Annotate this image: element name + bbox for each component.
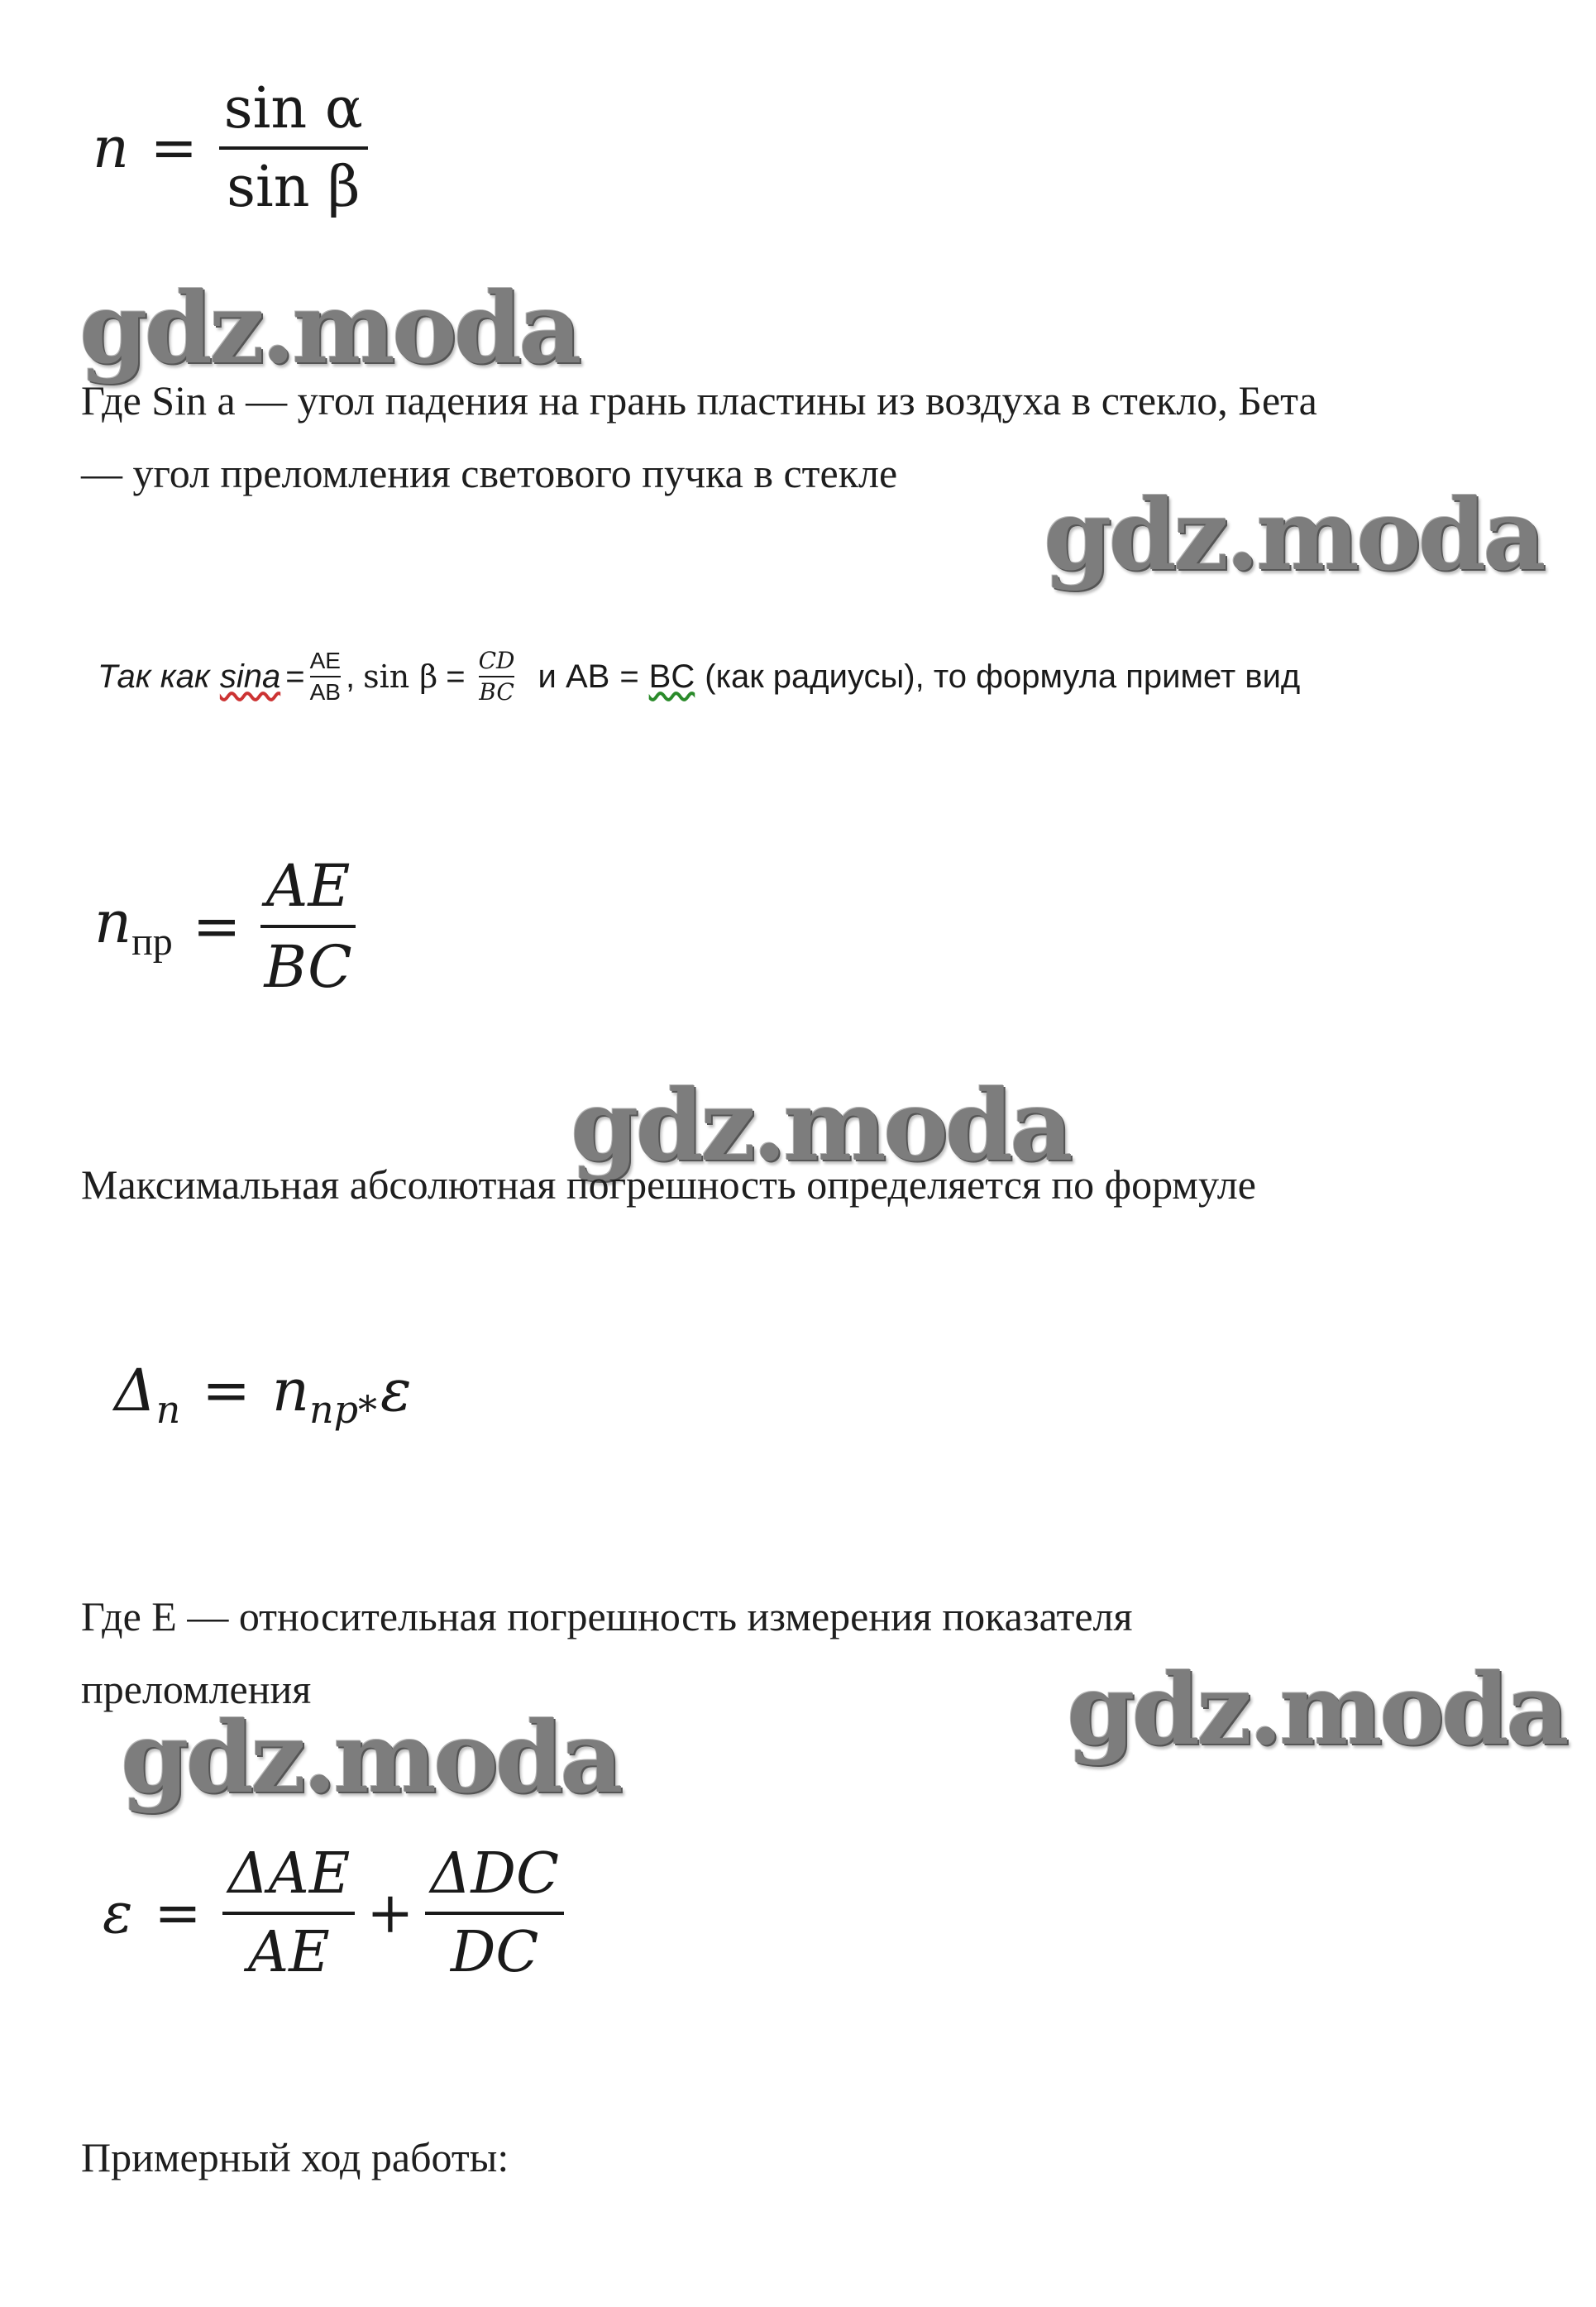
paragraph-line: Где E — относительная погрешность измерения показателя bbox=[81, 1593, 1133, 1639]
formula-fraction bbox=[260, 852, 355, 1001]
formula-n-pr bbox=[94, 852, 356, 1001]
formula-equals: = bbox=[192, 893, 241, 960]
formula-n-subscript: пр* bbox=[308, 1387, 378, 1432]
formula-relative-error bbox=[103, 1841, 564, 1985]
watermark: gdz.moda bbox=[571, 1068, 1070, 1183]
formula-equals: = bbox=[150, 115, 198, 181]
formula-lhs bbox=[94, 888, 173, 964]
formula-equals: = bbox=[154, 1880, 202, 1946]
fraction-numerator: AE bbox=[265, 852, 351, 920]
formula-lhs-symbol: n bbox=[94, 888, 132, 956]
fraction-numerator: sin α bbox=[223, 76, 363, 141]
formula-absolute-error bbox=[114, 1357, 412, 1432]
fraction-numerator: AE bbox=[309, 648, 341, 673]
since-statement bbox=[98, 635, 1300, 718]
since-bc: BC bbox=[648, 658, 695, 695]
paragraph-work-plan: Примерный ход работы: bbox=[81, 2134, 509, 2180]
formula-n-pr bbox=[272, 1357, 377, 1432]
paragraph-line: преломления bbox=[81, 1666, 312, 1712]
since-eq1: = bbox=[285, 658, 305, 695]
since-prefix: Так как bbox=[98, 658, 210, 695]
paragraph-max-error: Максимальная абсолютная погрешность определяется по формуле bbox=[81, 1161, 1256, 1208]
fraction-denominator: BC bbox=[479, 678, 514, 706]
formula-epsilon: ε bbox=[380, 1357, 412, 1424]
since-and-ab: и AB bbox=[538, 658, 610, 695]
since-fraction-ae-ab bbox=[310, 646, 341, 707]
formula-plus: + bbox=[366, 1880, 414, 1946]
formula-n-symbol: n bbox=[271, 1357, 309, 1424]
fraction-numerator: CD bbox=[478, 647, 515, 674]
since-eq2: = bbox=[446, 658, 466, 695]
formula-fraction bbox=[219, 76, 368, 220]
formula-lhs: n bbox=[93, 115, 129, 181]
fraction-denominator: DC bbox=[450, 1920, 539, 1985]
formula-delta-subscript: n bbox=[155, 1387, 181, 1432]
formula-lhs-subscript: пр bbox=[131, 920, 173, 964]
fraction-denominator: BC bbox=[264, 933, 352, 1001]
since-tail: (как радиусы), то формула примет вид bbox=[705, 658, 1301, 695]
since-sinb: sin β bbox=[363, 658, 438, 695]
fraction-numerator: ΔAE bbox=[227, 1841, 351, 1907]
formula-lhs: ε bbox=[103, 1880, 133, 1946]
fraction-denominator: AB bbox=[309, 679, 341, 705]
paragraph-line: Где Sin a — угол падения на грань пластины из воздуха в стекло, Бета bbox=[81, 377, 1317, 424]
formula-delta-symbol: Δ bbox=[114, 1357, 156, 1424]
formula-refractive-index bbox=[93, 76, 368, 220]
fraction-denominator: AE bbox=[248, 1920, 330, 1985]
watermark: gdz.moda bbox=[121, 1700, 620, 1815]
watermark: gdz.moda bbox=[79, 270, 579, 385]
fraction-denominator: sin β bbox=[227, 155, 361, 220]
formula-fraction-dc bbox=[425, 1841, 564, 1985]
since-fraction-cd-bc bbox=[479, 646, 515, 707]
since-sina: sina bbox=[219, 658, 281, 695]
watermark: gdz.moda bbox=[1044, 477, 1543, 592]
fraction-numerator: ΔDC bbox=[430, 1841, 559, 1907]
watermark: gdz.moda bbox=[1067, 1652, 1566, 1767]
formula-equals: = bbox=[202, 1357, 251, 1424]
since-eq3: = bbox=[619, 658, 639, 695]
formula-fraction-ae bbox=[222, 1841, 355, 1985]
since-comma: , bbox=[345, 658, 356, 695]
paragraph-line: — угол преломления светового пучка в стекле bbox=[81, 450, 898, 496]
formula-delta bbox=[114, 1357, 180, 1432]
